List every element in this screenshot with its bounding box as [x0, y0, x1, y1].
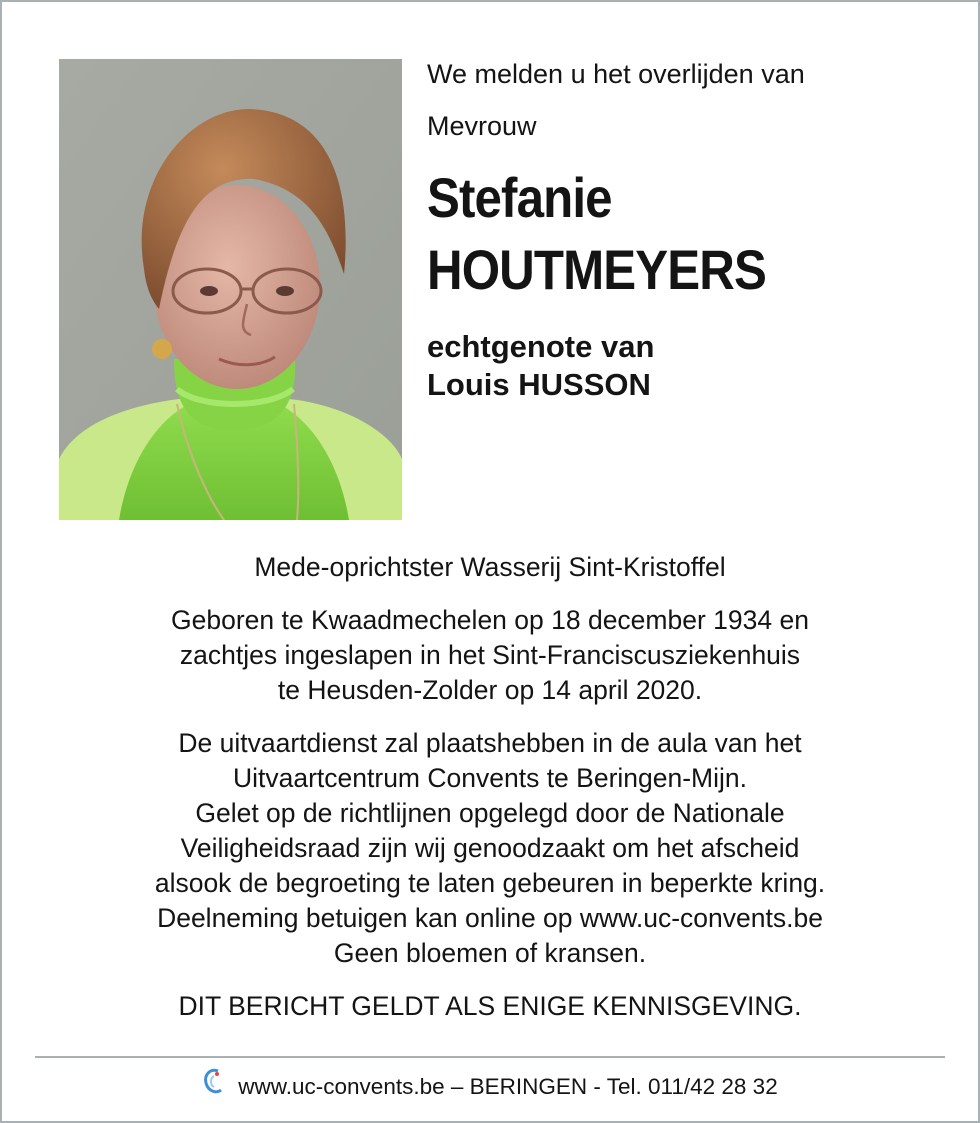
intro-text: We melden u het overlijden van	[427, 59, 805, 89]
funeral-line: Deelneming betuigen kan online op www.uc-convents.be	[157, 903, 823, 933]
footer	[2, 1066, 978, 1108]
birth-paragraph	[2, 603, 978, 708]
portrait-image	[59, 59, 402, 520]
relation-label: echtgenote van	[427, 329, 655, 364]
funeral-line: Geen bloemen of kransen.	[333, 938, 647, 968]
funeral-line: De uitvaartdienst zal plaatshebben in de aula van het	[178, 728, 802, 758]
role-text	[2, 550, 978, 585]
honorific: Mevrouw	[427, 111, 537, 141]
notice-body	[2, 550, 978, 1024]
birth-line: Geboren te Kwaadmechelen op 18 december 1934 en	[171, 605, 809, 635]
spouse-name: Louis HUSSON	[427, 367, 651, 402]
funeral-paragraph	[2, 726, 978, 971]
announcement-header	[427, 58, 947, 404]
birth-line: zachtjes ingeslapen in het Sint-Franciscusziekenhuis	[179, 640, 801, 670]
footer-contact: www.uc-convents.be – BERINGEN - Tel. 011/42 28 32	[238, 1074, 778, 1099]
first-name: Stefanie	[427, 166, 612, 229]
closing-line: DIT BERICHT GELDT ALS ENIGE KENNISGEVING.	[178, 991, 802, 1021]
funeral-line: Uitvaartcentrum Convents te Beringen-Mijn.	[232, 763, 748, 793]
last-name: HOUTMEYERS	[427, 238, 766, 301]
closing-paragraph	[2, 989, 978, 1024]
uc-convents-logo-icon	[202, 1066, 224, 1108]
spouse-info	[427, 328, 947, 404]
funeral-line: Veiligheidsraad zijn wij genoodzaakt om het afscheid	[180, 833, 800, 863]
funeral-line: alsook de begroeting te laten gebeuren in beperkte kring.	[154, 868, 826, 898]
funeral-line: Gelet op de richtlijnen opgelegd door de Nationale	[195, 798, 785, 828]
role-line: Mede-oprichtster Wasserij Sint-Kristoffel	[254, 552, 726, 582]
deceased-name	[427, 162, 885, 306]
birth-line: te Heusden-Zolder op 14 april 2020.	[277, 675, 703, 705]
portrait-photo	[59, 59, 402, 520]
footer-divider	[35, 1056, 945, 1058]
